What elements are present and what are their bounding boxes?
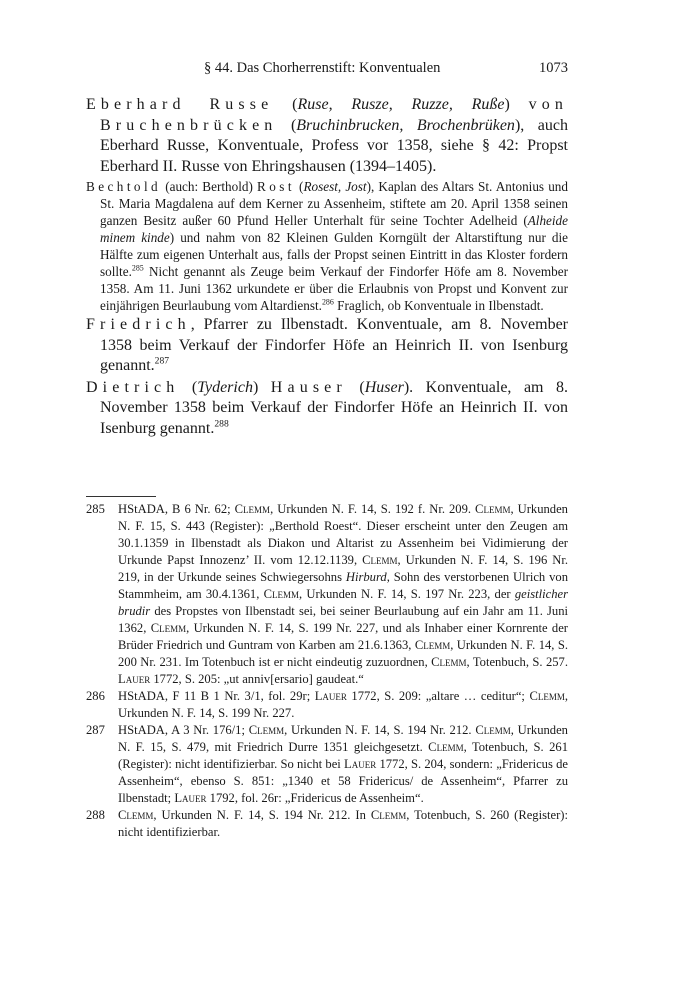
author-name: Lauer [344, 757, 377, 771]
punct: ( [277, 116, 297, 134]
entry-text: Fraglich, ob Konventuale in Ilbenstadt. [333, 298, 544, 313]
author-name: Clemm [362, 553, 398, 567]
footnote-text: des Propstes von Ilbenstadt sei, bei seiner Beurlaubung auf ein Jahr am 11. Juni 1362, [118, 604, 568, 635]
place-name: Bruchenbrücken [100, 116, 278, 134]
punct: ( [179, 378, 198, 396]
footnote-285 [86, 501, 568, 688]
footnote-ref[interactable]: 287 [154, 355, 170, 367]
footnote-text: , Urkunden N. F. 14, S. 196 Nr. 219, in der Urkunde seines Schwiegersohns [118, 553, 569, 584]
name-particle: von [528, 96, 568, 113]
person-first-name: Bechtold [86, 179, 162, 194]
name-variants: Ruse, Rusze, Ruzze, Ruße [297, 96, 505, 113]
author-name: Clemm [150, 621, 187, 635]
author-name: Clemm [118, 808, 154, 822]
entry-text: ) und nahm von 82 Kleinen Gulden Korngült der Altarstiftung nur die Hälfte zum eigenen Unterhalt aus, falls der Propst seinen Eintritt in das Kloster fordern sollte. [100, 230, 568, 279]
footnote-text: , Urkunden N. F. 14, S. 199 Nr. 227, und als Inhaber einer Kornrente der Brüder Friedrich und Guntram von Karben am 21.6.1363, [118, 621, 569, 652]
footnote-286 [86, 688, 568, 722]
footnote-ref[interactable]: 286 [321, 297, 334, 307]
footnote-text: , Totenbuch, S. 260 (Register): nicht identifizierbar. [118, 808, 568, 839]
person-name: Friedrich [86, 316, 191, 333]
author-name: Lauer [314, 689, 347, 703]
author-name: Clemm [414, 638, 451, 652]
page-header [86, 60, 568, 80]
footnote-text: HStADA, F 11 B 1 Nr. 3/1, fol. 29r; [118, 689, 315, 703]
author-name: Lauer [118, 672, 151, 686]
person-first-name: Dietrich [86, 378, 180, 396]
person-last-name: Hauser [270, 378, 347, 396]
quotation: Alheide minem kinde [100, 213, 568, 245]
footnote-number: 286 [86, 689, 105, 703]
footnote-text: , Urkunden N. F. 14, S. 192 f. Nr. 209. [270, 502, 476, 516]
name-variants: Rosest, Jost [303, 179, 367, 194]
footnote-text: , Urkunden N. F. 14, S. 200 Nr. 231. Im Totenbuch ist er nicht eindeutig zuzuordnen, [118, 638, 568, 669]
footnotes [86, 501, 568, 841]
person-name: Eberhard Russe [86, 96, 274, 113]
author-name: Clemm [370, 808, 407, 822]
footnote-text: 1792, fol. 26r: „Fridericus de Assenheim“. [206, 791, 424, 805]
entry-text: Kaplan des Altars St. Antonius und St. Maria Magdalena auf dem Kerner zu Assenheim, stiftete am 20. April 1358 seinen ganzen Besitz außer 60 Pfund Heller Unterhalt für seine Tochter Adelheid ( [100, 179, 568, 228]
footnote-288 [86, 807, 568, 841]
punct: ), [366, 179, 375, 194]
author-name: Clemm [263, 587, 300, 601]
footnote-text: HStADA, A 3 Nr. 176/1; [118, 723, 249, 737]
punct: ) [252, 378, 271, 396]
footnote-text: 1772, S. 204, sondern: „Fridericus de Assenheim“, ebenso S. 851: „1340 et 58 Fridericus/ de Assenheim“, Pfarrer zu Ilbenstadt; [118, 757, 568, 805]
footnote-number: 287 [86, 723, 105, 737]
punct: ( [294, 179, 304, 194]
footnote-text: , Totenbuch, S. 257. [466, 655, 568, 669]
name-aside: (auch: Berthold) [161, 179, 257, 194]
name-variant: Huser [364, 378, 404, 396]
entry-bechtold-rost [86, 178, 568, 314]
entry-dietrich-hauser [86, 378, 568, 440]
page-number: 1073 [539, 60, 568, 76]
entry-text: Nicht genannt als Zeuge beim Verkauf der Findorfer Höfe am 8. November 1358. Am 11. Juni 1362 urkundete er über die Erlaubnis von Propst und Konvent zur einjährigen Beurlaubung vom Altardienst. [100, 264, 568, 313]
footnote-separator [86, 496, 156, 497]
footnote-text: , Urkunden N. F. 14, S. 194 Nr. 212. In [153, 808, 371, 822]
author-name: Clemm [475, 723, 511, 737]
punct: ( [273, 96, 298, 113]
author-name: Clemm [529, 689, 565, 703]
author-name: Clemm [248, 723, 285, 737]
footnote-number: 288 [86, 808, 105, 822]
punct: ). [403, 378, 414, 396]
punct: ), [514, 116, 525, 134]
entry-eberhard-russe [86, 95, 568, 177]
author-name: Clemm [475, 502, 511, 516]
main-text [86, 95, 568, 440]
place-variants: Bruchinbrucken, Brochenbrüken [296, 116, 515, 134]
footnote-ref[interactable]: 288 [214, 418, 229, 430]
punct: ) [504, 96, 529, 113]
person-last-name: Rost [257, 179, 295, 194]
footnote-number: 285 [86, 502, 105, 516]
author-name: Lauer [174, 791, 207, 805]
quotation: geistlicher brudir [118, 587, 568, 618]
name-variant: Tyderich [197, 378, 253, 396]
footnote-text: , Sohn des verstorbenen Ulrich von Stammheim, am 30.4.1361, [118, 570, 568, 601]
footnote-ref[interactable]: 285 [131, 263, 144, 273]
entry-text: auch Eberhard Russe, Konventuale, Profess vor 1358, siehe § 42: Propst Eberhard II. Russe von Ehringshausen (1394–1405). [100, 116, 568, 175]
footnote-text: , Urkunden N. F. 14, S. 197 Nr. 223, der [299, 587, 515, 601]
punct: ( [346, 378, 365, 396]
entry-text: Konventuale, am 8. November 1358 beim Verkauf der Findorfer Höfe an Heinrich II. von Isenburg genannt. [100, 378, 569, 437]
footnote-text: HStADA, B 6 Nr. 62; [118, 502, 235, 516]
footnote-text: , Totenbuch, S. 261 (Register): nicht identifizierbar. So nicht bei [118, 740, 568, 771]
footnote-text: 1772, S. 205: „ut anniv[ersario] gaudeat.“ [150, 672, 364, 686]
author-name: Clemm [431, 655, 467, 669]
author-name: Clemm [428, 740, 464, 754]
footnote-text: , Urkunden N. F. 14, S. 199 Nr. 227. [118, 689, 568, 720]
running-title: § 44. Das Chorherrenstift: Konventualen [204, 60, 441, 76]
footnote-text: , Urkunden N. F. 15, S. 443 (Register): „Berthold Roest“. Dieser erscheint unter den Zeugen am 30.1.1359 in Ilbenstadt als Diakon und Altarist zu Assenheim bei Vidimierung der Urkunde Papst Innozenz’ II. vom 12.12.1139, [118, 502, 568, 567]
quotation: Hirburd [345, 570, 387, 584]
footnote-287 [86, 722, 568, 807]
entry-text: , Pfarrer zu Ilbenstadt. Konventuale, am 8. November 1358 beim Verkauf der Findorfer Höfe an Heinrich II. von Isenburg genannt. [100, 316, 568, 374]
footnote-text: , Urkunden N. F. 14, S. 194 Nr. 212. [284, 723, 476, 737]
footnote-text: 1772, S. 209: „altare … ceditur“; [346, 689, 530, 703]
author-name: Clemm [234, 502, 271, 516]
entry-friedrich [86, 315, 568, 377]
footnote-text: , Urkunden N. F. 15, S. 479, mit Friedrich Durre 1351 gleichgesetzt. [118, 723, 568, 754]
